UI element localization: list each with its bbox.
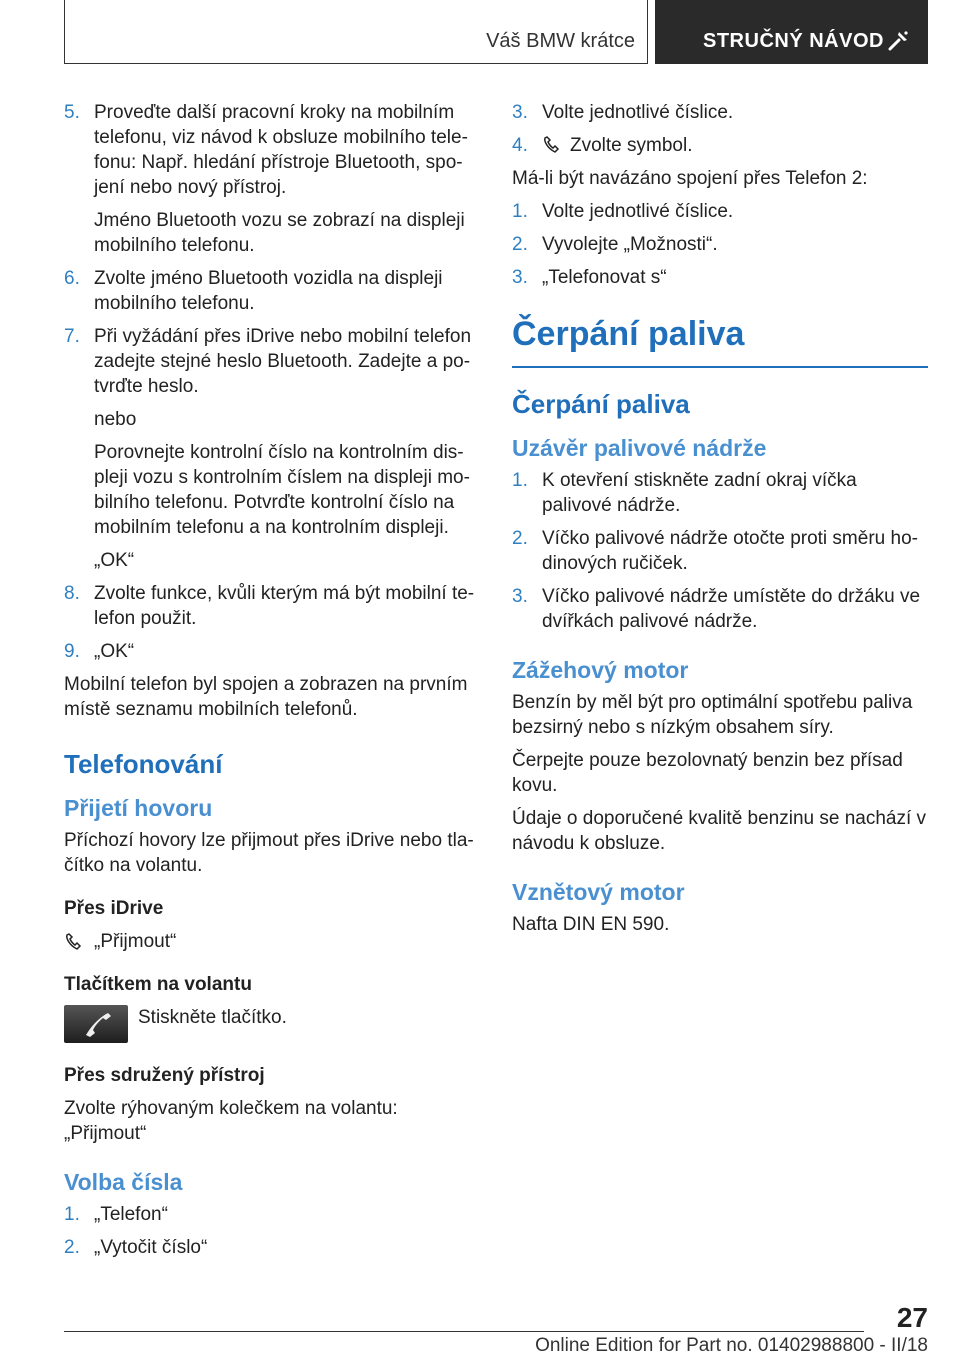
heading-idrive: Přes iDrive: [64, 898, 164, 919]
paragraph: Zvolte rýhovaným kolečkem na volantu:: [64, 1098, 398, 1119]
heading-vznetovy: Vznětový motor: [512, 879, 685, 905]
step-text: „Telefon“: [94, 1204, 168, 1225]
step-or: nebo: [94, 409, 137, 430]
section-tab-label: Váš BMW krátce: [486, 30, 635, 52]
step-number: 5.: [64, 102, 80, 123]
step-number: 9.: [64, 641, 80, 662]
heading-telefonovani: Telefonování: [64, 749, 223, 779]
list-item: [512, 468, 928, 518]
step-text: „Telefonovat s“: [542, 267, 667, 288]
step-number: 2.: [64, 1237, 80, 1258]
paragraph: Má-li být navázáno spojení přes Telefon 2:: [512, 168, 868, 189]
list-item: [64, 324, 480, 399]
paragraph: Nafta DIN EN 590.: [512, 914, 670, 935]
list-item: [64, 100, 480, 200]
list-item: [64, 1235, 480, 1260]
handset-icon: [64, 1005, 128, 1043]
step-text: Víčko palivové nádrže umístěte do držáku ve dvířkách palivové nádrže.: [542, 586, 921, 632]
heading-cerpani: Čerpání paliva: [512, 389, 690, 419]
chapter-tab-label: STRUČNÝ NÁVOD: [703, 30, 884, 52]
list-item: [64, 581, 480, 631]
step-text: Vyvolejte „Možnosti“.: [542, 234, 718, 255]
step-text: Volte jednotlivé číslice.: [542, 201, 734, 222]
heading-volba: Volba čísla: [64, 1169, 183, 1195]
step-number: 6.: [64, 268, 80, 289]
step-text: Volte jednotlivé číslice.: [542, 102, 734, 123]
step-number: 8.: [64, 583, 80, 604]
list-item: [512, 584, 928, 634]
step-text: Při vyžádání přes iDrive nebo mobilní telefon zadejte stejné heslo Bluetooth. Zadejte a potvrďte heslo.: [94, 326, 472, 397]
footer-divider: [64, 1331, 864, 1332]
list-item: [512, 232, 928, 257]
step-note: Jméno Bluetooth vozu se zobrazí na displeji mobilního telefonu.: [94, 210, 465, 256]
step-number: 2.: [512, 528, 528, 549]
step-number: 4.: [512, 135, 528, 156]
page-number: 27: [896, 1302, 928, 1333]
step-number: 1.: [512, 470, 528, 491]
list-item: [64, 1202, 480, 1227]
step-text: Zvolte funkce, kvůli kterým má být mobilní telefon použit.: [94, 583, 475, 629]
list-item: [512, 133, 928, 158]
step-number: 2.: [512, 234, 528, 255]
heading-uzaver: Uzávěr palivové nádrže: [512, 435, 767, 461]
step-text: „OK“: [94, 641, 135, 662]
step-number: 1.: [64, 1204, 80, 1225]
step-number: 3.: [512, 586, 528, 607]
step-text: Víčko palivové nádrže otočte proti směru hodinových ručiček.: [542, 528, 918, 574]
edition-note: Online Edition for Part no. 01402988800 - II/18: [535, 1335, 928, 1356]
action-text: „Přijmout“: [94, 931, 177, 952]
paragraph: Příchozí hovory lze přijmout přes iDrive nebo tlačítko na volantu.: [64, 830, 474, 876]
step-number: 1.: [512, 201, 528, 222]
action-text: Stiskněte tlačítko.: [138, 1007, 287, 1028]
paragraph: Mobilní telefon byl spojen a zobrazen na prvním místě seznamu mobilních telefonů.: [64, 674, 468, 720]
steering-phone-button-icon: [64, 1005, 128, 1043]
heading-zazehovy: Zážehový motor: [512, 657, 689, 683]
step-number: 3.: [512, 102, 528, 123]
paragraph: „Přijmout“: [64, 1123, 147, 1144]
paragraph: Benzín by měl být pro optimální spotřebu paliva bezsirný nebo s nízkým obsahem síry.: [512, 692, 913, 738]
list-item: [512, 199, 928, 224]
step-text: K otevření stiskněte zadní okraj víčka palivové nádrže.: [542, 470, 857, 516]
idrive-action: [64, 929, 480, 954]
handset-icon: [542, 136, 562, 154]
step-number: 7.: [64, 326, 80, 347]
step-note: Porovnejte kontrolní číslo na kontrolním displeji vozu s kontrolním číslem na displeji mobilního telefonu. Potvrďte kontrolní číslo na mobilním telefonu a na kontrolním displeji.: [94, 442, 470, 538]
list-item: [512, 526, 928, 576]
left-column: [64, 100, 480, 1268]
paragraph: Čerpejte pouze bezolovnatý benzin bez přísad kovu.: [512, 750, 903, 796]
heading-cerpani-main: Čerpání paliva: [512, 314, 928, 368]
heading-pristroj: Přes sdružený přístroj: [64, 1065, 265, 1086]
chapter-tab: [655, 0, 928, 64]
step-ok: „OK“: [94, 550, 135, 571]
list-item: [512, 265, 928, 290]
steering-button-action: [64, 1005, 480, 1045]
heading-prijeti: Přijetí hovoru: [64, 795, 213, 821]
wrench-icon: [887, 28, 911, 52]
step-number: 3.: [512, 267, 528, 288]
section-tab: [64, 0, 648, 64]
step-text: Proveďte další pracovní kroky na mobilním telefonu, viz návod k obsluze mobilního telefonu: Např. hledání přístroje Bluetooth, spojení nebo nový přístroj.: [94, 102, 468, 198]
page-header: [64, 0, 928, 66]
step-text: Zvolte jméno Bluetooth vozidla na displeji mobilního telefonu.: [94, 268, 443, 314]
phone-icon: [64, 933, 84, 951]
step-text: „Vytočit číslo“: [94, 1237, 208, 1258]
list-item: [64, 266, 480, 316]
list-item: [64, 639, 480, 664]
heading-volant: Tlačítkem na volantu: [64, 974, 252, 995]
list-item: [512, 100, 928, 125]
paragraph: Údaje o doporučené kvalitě benzinu se nachází v návodu k obsluze.: [512, 808, 927, 854]
right-column: [512, 100, 928, 945]
step-text: Zvolte symbol.: [570, 135, 693, 156]
